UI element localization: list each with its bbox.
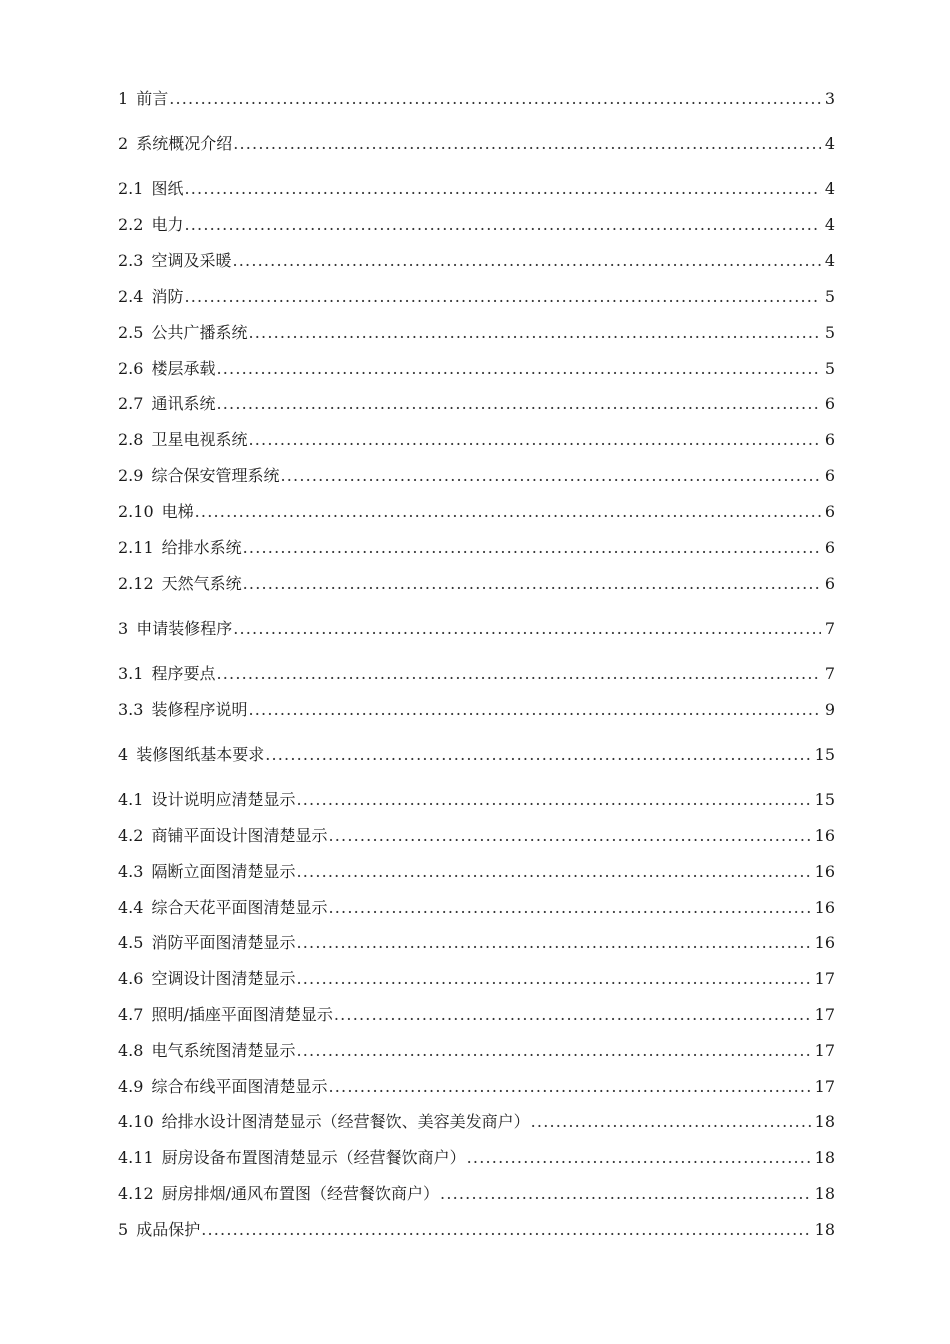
toc-entry-4-4[interactable] bbox=[118, 896, 835, 920]
toc-leader-dots bbox=[334, 1003, 811, 1027]
toc-page-number: 4 bbox=[824, 251, 835, 270]
toc-entry-4-8[interactable] bbox=[118, 1039, 835, 1063]
toc-title: 电气系统图清楚显示 bbox=[151, 1041, 296, 1060]
toc-number: 2.9 bbox=[118, 466, 144, 485]
toc-leader-dots bbox=[531, 1110, 811, 1134]
toc-entry-4[interactable] bbox=[118, 743, 835, 767]
toc-entry-2-3[interactable] bbox=[118, 249, 835, 273]
toc-leader-dots bbox=[296, 860, 810, 884]
toc-page-number: 15 bbox=[814, 790, 835, 809]
toc-title: 卫星电视系统 bbox=[151, 430, 248, 449]
toc-leader-dots bbox=[243, 572, 821, 596]
toc-number: 2.6 bbox=[118, 359, 144, 378]
toc-title: 空调及采暖 bbox=[151, 251, 232, 270]
toc-title: 空调设计图清楚显示 bbox=[151, 969, 296, 988]
toc-page-number: 16 bbox=[814, 826, 835, 845]
toc-leader-dots bbox=[248, 321, 820, 345]
toc-number: 2.1 bbox=[118, 179, 144, 198]
toc-leader-dots bbox=[467, 1146, 811, 1170]
toc-entry-2-6[interactable] bbox=[118, 357, 835, 381]
toc-leader-dots bbox=[296, 931, 810, 955]
toc-number: 3.1 bbox=[118, 664, 144, 683]
toc-page-number: 7 bbox=[824, 619, 835, 638]
toc-entry-3[interactable] bbox=[118, 617, 835, 641]
toc-title: 给排水系统 bbox=[161, 538, 242, 557]
toc-number: 4.9 bbox=[118, 1077, 144, 1096]
toc-entry-2-1[interactable] bbox=[118, 177, 835, 201]
toc-title: 商铺平面设计图清楚显示 bbox=[151, 826, 328, 845]
toc-number: 5 bbox=[118, 1220, 129, 1239]
toc-title: 综合保安管理系统 bbox=[151, 466, 280, 485]
toc-number: 4.7 bbox=[118, 1005, 144, 1024]
toc-title: 装修程序说明 bbox=[151, 700, 248, 719]
toc-leader-dots bbox=[296, 967, 810, 991]
toc-number: 4.11 bbox=[118, 1148, 154, 1167]
toc-entry-4-12[interactable] bbox=[118, 1182, 835, 1206]
toc-entry-2-5[interactable] bbox=[118, 321, 835, 345]
toc-leader-dots bbox=[216, 357, 820, 381]
toc-entry-2-2[interactable] bbox=[118, 213, 835, 237]
toc-number: 3.3 bbox=[118, 700, 144, 719]
toc-number: 4.1 bbox=[118, 790, 144, 809]
toc-entry-4-11[interactable] bbox=[118, 1146, 835, 1170]
toc-number: 4.3 bbox=[118, 862, 144, 881]
toc-entry-4-9[interactable] bbox=[118, 1075, 835, 1099]
toc-title: 天然气系统 bbox=[161, 574, 242, 593]
toc-number: 4.6 bbox=[118, 969, 144, 988]
toc-title: 程序要点 bbox=[151, 664, 216, 683]
toc-number: 4 bbox=[118, 745, 129, 764]
toc-title: 综合天花平面图清楚显示 bbox=[151, 898, 328, 917]
toc-page-number: 17 bbox=[814, 969, 835, 988]
toc-page-number: 15 bbox=[814, 745, 835, 764]
toc-entry-2-8[interactable] bbox=[118, 428, 835, 452]
toc-page-number: 6 bbox=[824, 538, 835, 557]
toc-leader-dots bbox=[184, 213, 820, 237]
toc-leader-dots bbox=[265, 743, 810, 767]
toc-leader-dots bbox=[232, 249, 820, 273]
toc-entry-3-3[interactable] bbox=[118, 698, 835, 722]
toc-page-number: 6 bbox=[824, 502, 835, 521]
toc-number: 2.11 bbox=[118, 538, 154, 557]
toc-entry-2-11[interactable] bbox=[118, 536, 835, 560]
toc-number: 2.12 bbox=[118, 574, 154, 593]
toc-leader-dots bbox=[243, 536, 821, 560]
toc-title: 隔断立面图清楚显示 bbox=[151, 862, 296, 881]
toc-number: 1 bbox=[118, 89, 129, 108]
toc-leader-dots bbox=[184, 285, 820, 309]
toc-page-number: 16 bbox=[814, 862, 835, 881]
toc-page-number: 16 bbox=[814, 933, 835, 952]
toc-number: 2.2 bbox=[118, 215, 144, 234]
toc-leader-dots bbox=[328, 1075, 810, 1099]
toc-title: 厨房设备布置图清楚显示（经营餐饮商户） bbox=[161, 1148, 466, 1167]
toc-title: 成品保护 bbox=[136, 1220, 201, 1239]
toc-entry-4-2[interactable] bbox=[118, 824, 835, 848]
toc-entry-2[interactable] bbox=[118, 132, 835, 156]
toc-page-number: 9 bbox=[824, 700, 835, 719]
toc-number: 4.8 bbox=[118, 1041, 144, 1060]
toc-leader-dots bbox=[328, 824, 810, 848]
toc-entry-5[interactable] bbox=[118, 1218, 835, 1242]
toc-entry-4-3[interactable] bbox=[118, 860, 835, 884]
toc-page-number: 7 bbox=[824, 664, 835, 683]
toc-entry-2-12[interactable] bbox=[118, 572, 835, 596]
toc-page-number: 6 bbox=[824, 394, 835, 413]
toc-leader-dots bbox=[201, 1218, 810, 1242]
toc-leader-dots bbox=[440, 1182, 811, 1206]
toc-page-number: 3 bbox=[824, 89, 835, 108]
toc-page-number: 4 bbox=[824, 134, 835, 153]
toc-number: 4.2 bbox=[118, 826, 144, 845]
toc-leader-dots bbox=[216, 662, 820, 686]
toc-title: 综合布线平面图清楚显示 bbox=[151, 1077, 328, 1096]
toc-number: 4.5 bbox=[118, 933, 144, 952]
toc-entry-2-10[interactable] bbox=[118, 500, 835, 524]
toc-title: 电梯 bbox=[161, 502, 194, 521]
toc-title: 给排水设计图清楚显示（经营餐饮、美容美发商户） bbox=[161, 1112, 530, 1131]
toc-page-number: 6 bbox=[824, 574, 835, 593]
toc-page-number: 16 bbox=[814, 898, 835, 917]
toc-page-number: 5 bbox=[824, 359, 835, 378]
toc-leader-dots bbox=[195, 500, 821, 524]
toc-entry-4-10[interactable] bbox=[118, 1110, 835, 1134]
toc-number: 2.8 bbox=[118, 430, 144, 449]
toc-leader-dots bbox=[169, 87, 821, 111]
toc-title: 申请装修程序 bbox=[136, 619, 233, 638]
toc-title: 电力 bbox=[151, 215, 184, 234]
toc-number: 4.10 bbox=[118, 1112, 154, 1131]
toc-entry-2-9[interactable] bbox=[118, 464, 835, 488]
toc-entry-4-1[interactable] bbox=[118, 788, 835, 812]
toc-title: 消防平面图清楚显示 bbox=[151, 933, 296, 952]
toc-leader-dots bbox=[233, 132, 821, 156]
toc-title: 厨房排烟/通风布置图（经营餐饮商户） bbox=[161, 1184, 440, 1203]
toc-entry-4-7[interactable] bbox=[118, 1003, 835, 1027]
toc-leader-dots bbox=[248, 698, 820, 722]
toc-number: 4.12 bbox=[118, 1184, 154, 1203]
toc-number: 2.4 bbox=[118, 287, 144, 306]
toc-title: 楼层承载 bbox=[151, 359, 216, 378]
toc-page-number: 5 bbox=[824, 287, 835, 306]
toc-title: 设计说明应清楚显示 bbox=[151, 790, 296, 809]
toc-leader-dots bbox=[233, 617, 821, 641]
toc-entry-4-6[interactable] bbox=[118, 967, 835, 991]
toc-number: 2.5 bbox=[118, 323, 144, 342]
toc-title: 前言 bbox=[136, 89, 169, 108]
toc-page-number: 4 bbox=[824, 179, 835, 198]
toc-leader-dots bbox=[296, 788, 810, 812]
toc-title: 系统概况介绍 bbox=[136, 134, 233, 153]
toc-title: 通讯系统 bbox=[151, 394, 216, 413]
toc-title: 图纸 bbox=[151, 179, 184, 198]
toc-page-number: 17 bbox=[814, 1041, 835, 1060]
toc-leader-dots bbox=[328, 896, 810, 920]
toc-page-number: 18 bbox=[814, 1220, 835, 1239]
toc-number: 2.7 bbox=[118, 394, 144, 413]
toc-page-number: 6 bbox=[824, 466, 835, 485]
toc-number: 3 bbox=[118, 619, 129, 638]
toc-page-number: 18 bbox=[814, 1184, 835, 1203]
toc-page-number: 6 bbox=[824, 430, 835, 449]
toc-number: 2.3 bbox=[118, 251, 144, 270]
toc-title: 装修图纸基本要求 bbox=[136, 745, 265, 764]
toc-number: 2 bbox=[118, 134, 129, 153]
toc-page-number: 17 bbox=[814, 1005, 835, 1024]
toc-leader-dots bbox=[184, 177, 820, 201]
toc-leader-dots bbox=[248, 428, 820, 452]
toc-leader-dots bbox=[296, 1039, 810, 1063]
toc-page-number: 18 bbox=[814, 1148, 835, 1167]
toc-leader-dots bbox=[280, 464, 820, 488]
toc-page-number: 18 bbox=[814, 1112, 835, 1131]
toc-entry-3-1[interactable] bbox=[118, 662, 835, 686]
toc-entry-1[interactable] bbox=[118, 87, 835, 111]
toc-page-number: 5 bbox=[824, 323, 835, 342]
toc-entry-2-7[interactable] bbox=[118, 392, 835, 416]
toc-entry-2-4[interactable] bbox=[118, 285, 835, 309]
toc-page-number: 4 bbox=[824, 215, 835, 234]
toc-page-number: 17 bbox=[814, 1077, 835, 1096]
toc-title: 消防 bbox=[151, 287, 184, 306]
toc-leader-dots bbox=[216, 392, 820, 416]
toc-title: 公共广播系统 bbox=[151, 323, 248, 342]
toc-number: 4.4 bbox=[118, 898, 144, 917]
toc-title: 照明/插座平面图清楚显示 bbox=[151, 1005, 333, 1024]
toc-entry-4-5[interactable] bbox=[118, 931, 835, 955]
toc-number: 2.10 bbox=[118, 502, 154, 521]
